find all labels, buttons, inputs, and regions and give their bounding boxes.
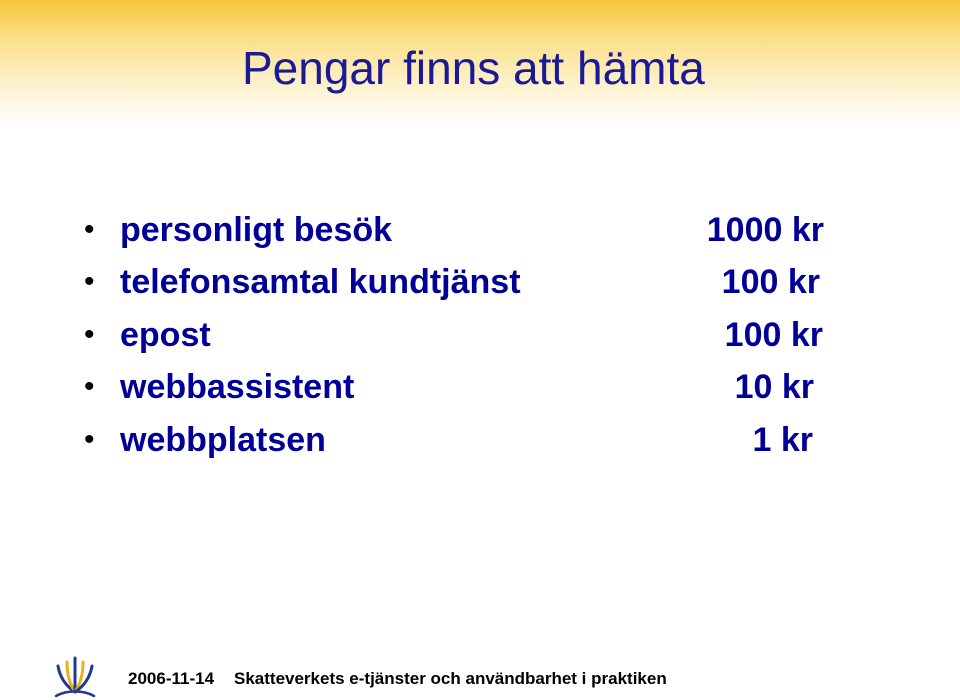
bullet: • (84, 423, 95, 456)
item-value: 1 kr (752, 421, 813, 459)
list-item (0, 256, 960, 308)
item-value: 1000 kr (706, 211, 824, 249)
list-item (0, 204, 960, 256)
item-value: 10 kr (734, 368, 814, 406)
bullet: • (84, 213, 95, 246)
list-item (0, 309, 960, 361)
item-value: 100 kr (721, 263, 820, 301)
item-label: webbplatsen (120, 421, 326, 459)
footer-date: 2006-11-14 (128, 669, 215, 688)
bullet: • (84, 265, 95, 298)
item-label: epost (120, 316, 211, 354)
bullet: • (84, 318, 95, 351)
skatteverket-crown-logo-icon (50, 652, 100, 698)
item-label: telefonsamtal kundtjänst (120, 263, 521, 301)
item-label: personligt besök (120, 211, 393, 249)
bullet: • (84, 370, 95, 403)
list-item (0, 414, 960, 466)
footer-text: Skatteverkets e-tjänster och användbarhet i praktiken (234, 669, 667, 688)
item-label: webbassistent (120, 368, 355, 406)
list-item (0, 361, 960, 413)
item-value: 100 kr (724, 316, 823, 354)
slide-title: Pengar finns att hämta (242, 42, 705, 94)
